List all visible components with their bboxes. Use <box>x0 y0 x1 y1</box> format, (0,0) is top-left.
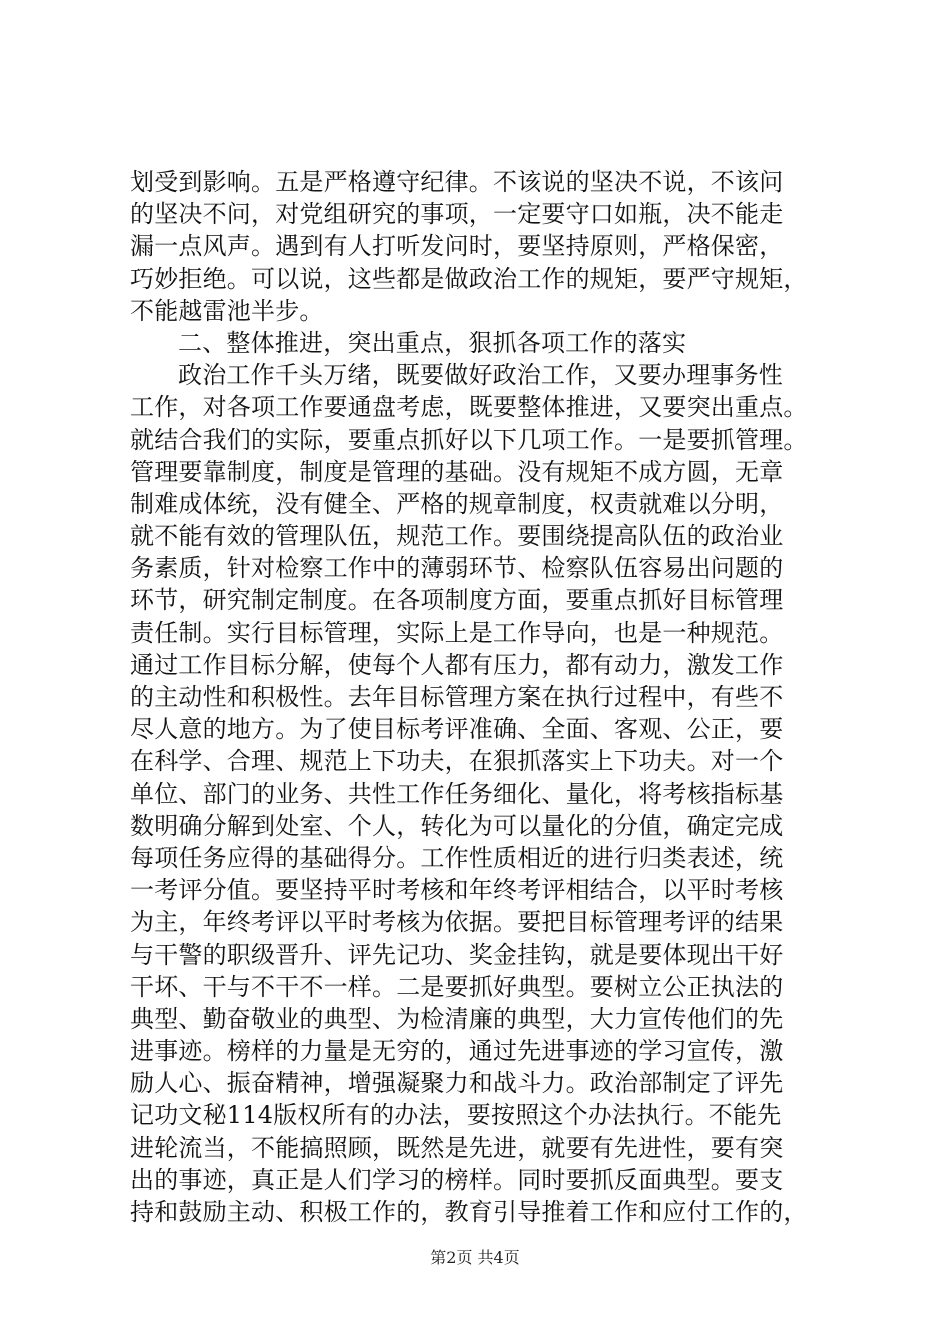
text-line: 通过工作目标分解，使每个人都有压力，都有动力，激发工作 <box>130 650 784 679</box>
text-line: 工作，对各项工作要通盘考虑，既要整体推进，又要突出重点。 <box>130 393 808 422</box>
text-line: 不能越雷池半步。 <box>130 296 324 325</box>
text-line: 出的事迹，真正是人们学习的榜样。同时要抓反面典型。要支 <box>130 1165 784 1194</box>
text-line: 进事迹。榜样的力量是无穷的，通过先进事迹的学习宣传，激 <box>130 1037 784 1066</box>
text-line: 责任制。实行目标管理，实际上是工作导向，也是一种规范。 <box>130 618 784 647</box>
text-line: 在科学、合理、规范上下功夫，在狠抓落实上下功夫。对一个 <box>130 747 784 776</box>
section-heading: 二、整体推进，突出重点，狠抓各项工作的落实 <box>178 328 687 357</box>
text-line: 进轮流当，不能搞照顾，既然是先进，就要有先进性，要有突 <box>130 1133 784 1162</box>
text-line: 与干警的职级晋升、评先记功、奖金挂钩，就是要体现出干好 <box>130 940 784 969</box>
text-line: 的主动性和积极性。去年目标管理方案在执行过程中，有些不 <box>130 683 784 711</box>
text-line: 划受到影响。五是严格遵守纪律。不该说的坚决不说，不该问 <box>130 168 784 196</box>
text-line: 数明确分解到处室、个人，转化为可以量化的分值，确定完成 <box>130 811 784 840</box>
text-line: 制难成体统，没有健全、严格的规章制度，权责就难以分明， <box>130 489 784 518</box>
page-footer: 第2页 共4页 <box>430 1248 520 1267</box>
text-line: 环节，研究制定制度。在各项制度方面，要重点抓好目标管理 <box>130 586 784 615</box>
text-line: 励人心、振奋精神，增强凝聚力和战斗力。政治部制定了评先 <box>130 1069 784 1098</box>
text-line: 就不能有效的管理队伍，规范工作。要围绕提高队伍的政治业 <box>130 522 784 551</box>
text-line: 漏一点风声。遇到有人打听发问时，要坚持原则，严格保密， <box>130 232 784 261</box>
text-line: 为主，年终考评以平时考核为依据。要把目标管理考评的结果 <box>130 908 784 937</box>
text-line: 记功文秘114版权所有的办法，要按照这个办法执行。不能先 <box>130 1101 782 1130</box>
text-line: 一考评分值。要坚持平时考核和年终考评相结合，以平时考核 <box>130 876 784 905</box>
text-line: 政治工作千头万绪，既要做好政治工作，又要办理事务性 <box>178 361 783 390</box>
text-line: 每项任务应得的基础得分。工作性质相近的进行归类表述，统 <box>130 843 784 872</box>
text-line: 管理要靠制度，制度是管理的基础。没有规矩不成方圆，无章 <box>130 457 784 486</box>
text-line: 的坚决不问，对党组研究的事项，一定要守口如瓶，决不能走 <box>130 200 784 229</box>
text-line: 尽人意的地方。为了使目标考评准确、全面、客观、公正，要 <box>130 715 784 744</box>
text-line: 干坏、干与不干不一样。二是要抓好典型。要树立公正执法的 <box>130 972 784 1001</box>
text-line: 就结合我们的实际，要重点抓好以下几项工作。一是要抓管理。 <box>130 425 808 454</box>
text-line: 典型、勤奋敬业的典型、为检清廉的典型，大力宣传他们的先 <box>130 1004 784 1033</box>
text-line: 巧妙拒绝。可以说，这些都是做政治工作的规矩，要严守规矩， <box>130 264 808 293</box>
body-text <box>130 166 840 1228</box>
text-line: 务素质，针对检察工作中的薄弱环节、检察队伍容易出问题的 <box>130 554 784 583</box>
text-line: 持和鼓励主动、积极工作的，教育引导推着工作和应付工作的， <box>130 1198 808 1226</box>
text-line: 单位、部门的业务、共性工作任务细化、量化，将考核指标基 <box>130 779 784 808</box>
